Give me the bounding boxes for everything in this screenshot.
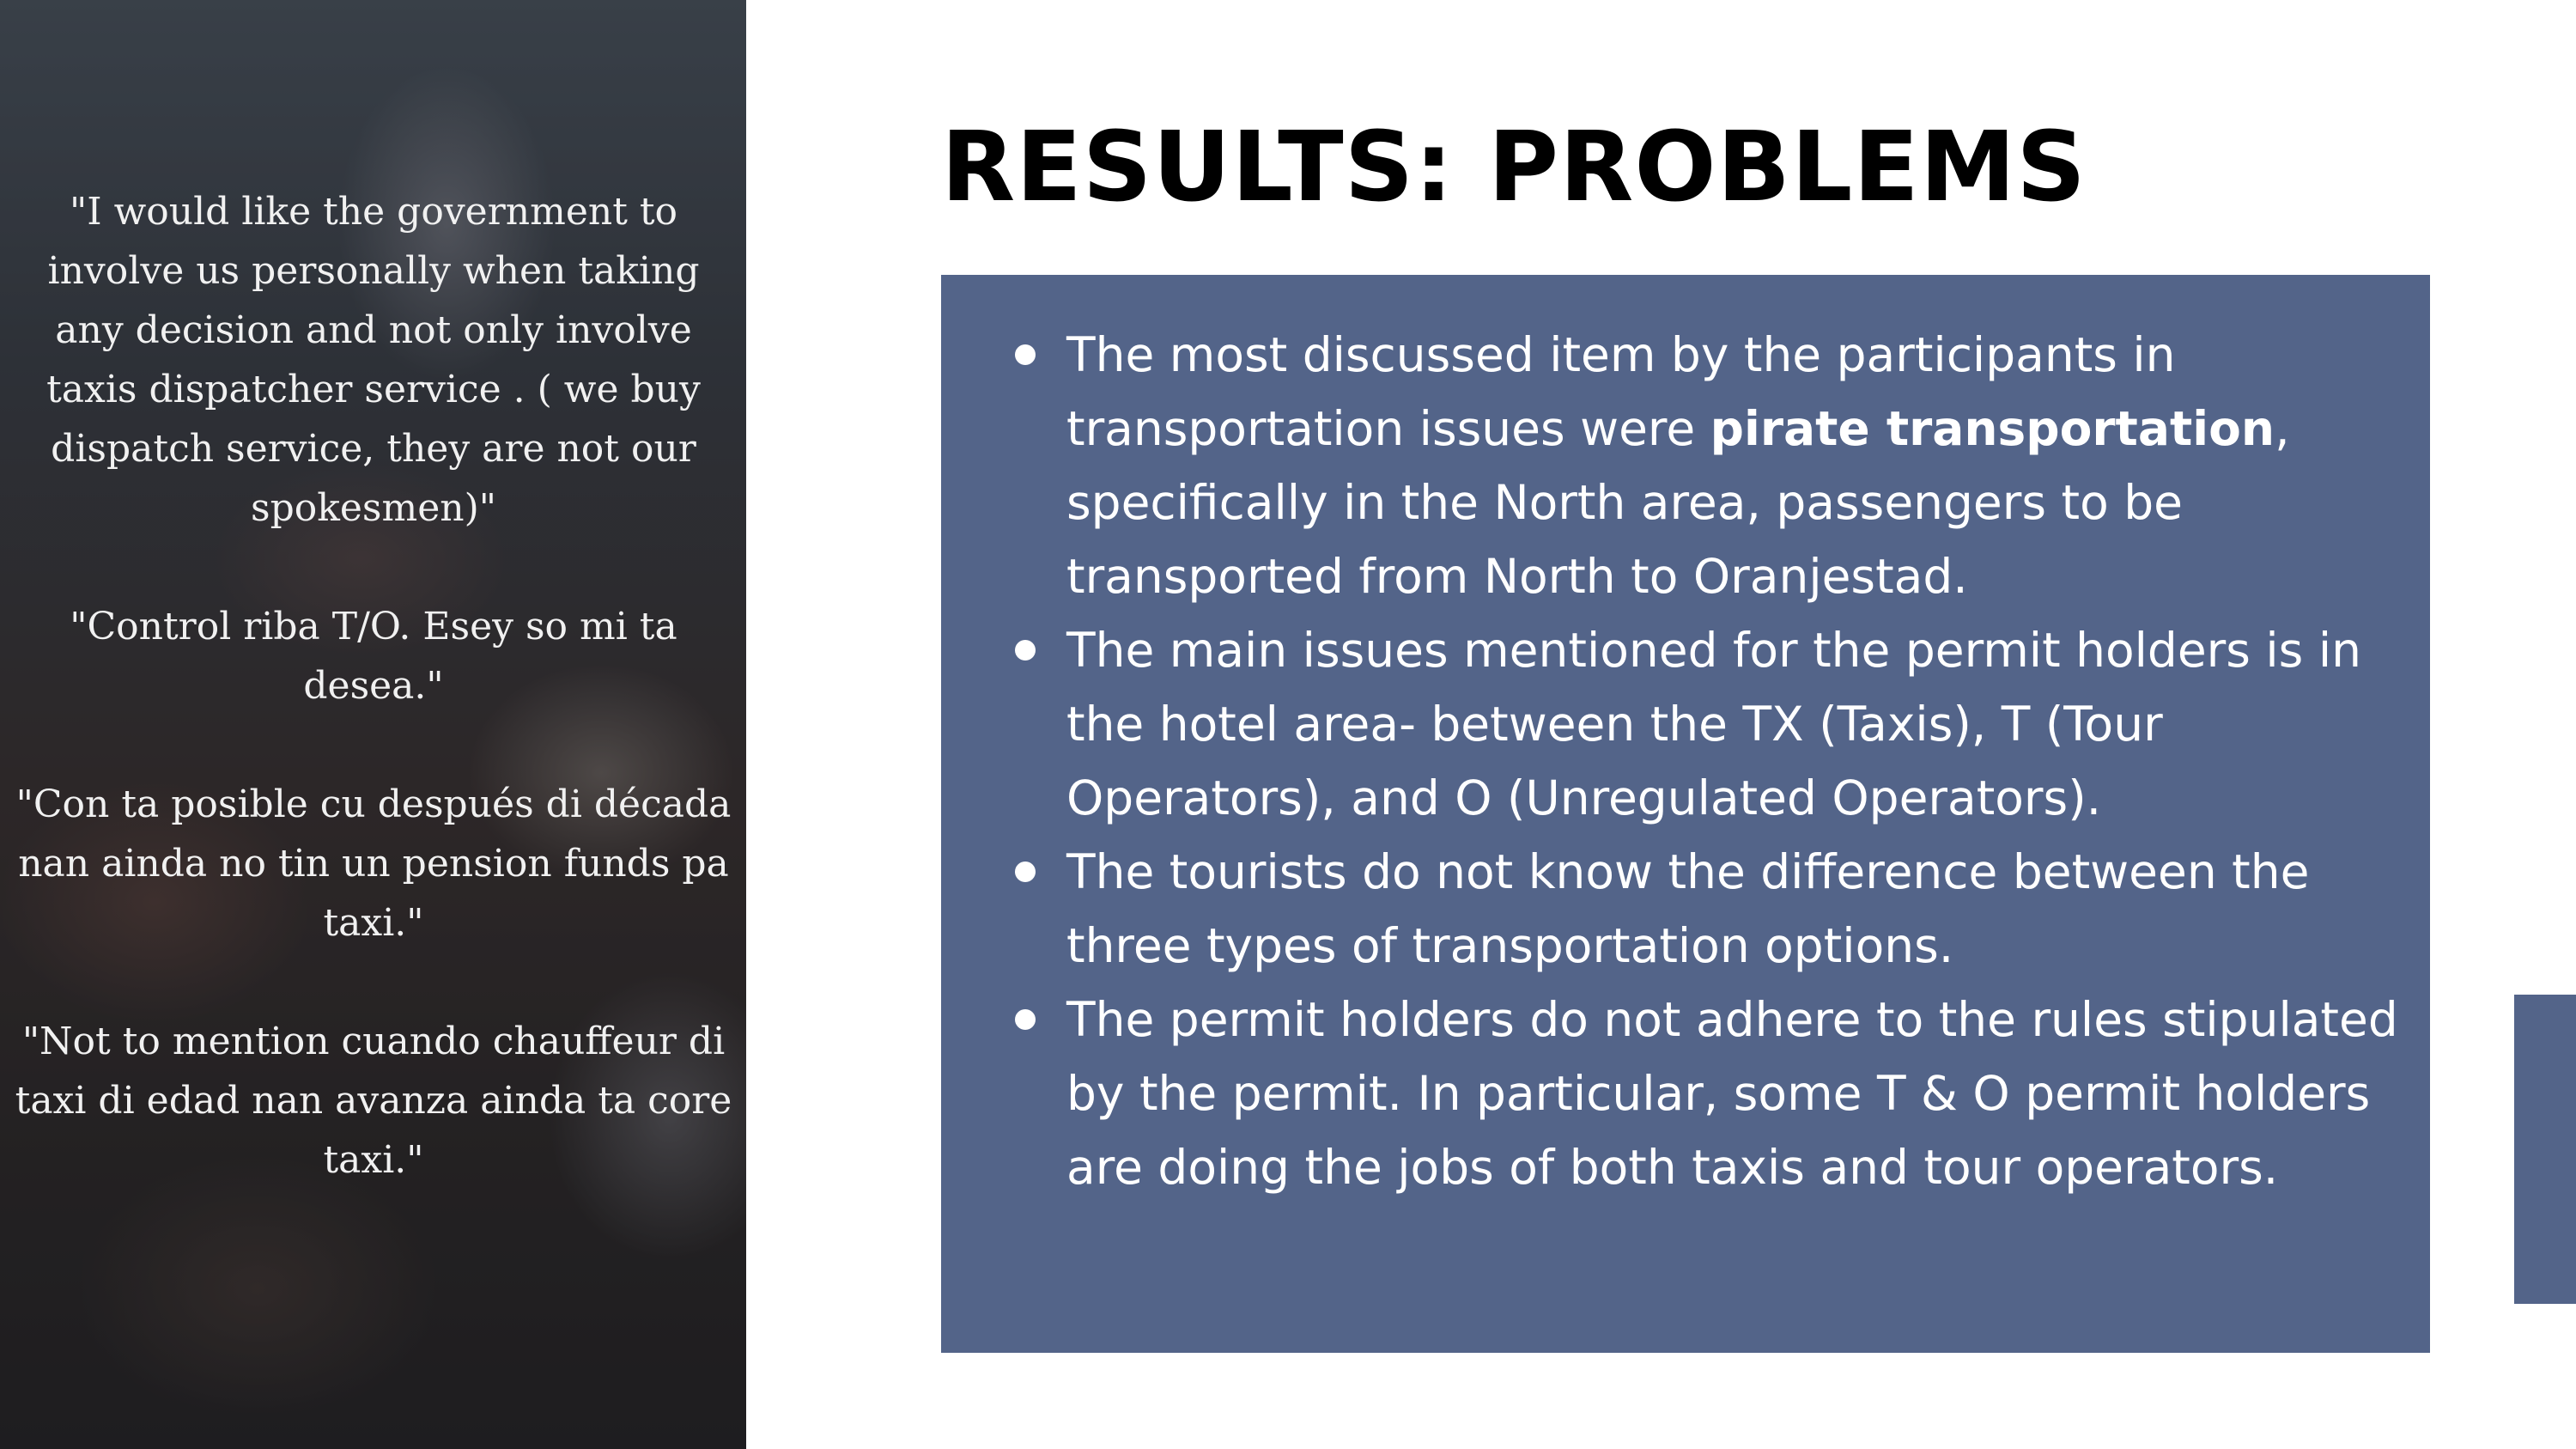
problems-panel [941, 275, 2430, 1353]
list-item [1066, 318, 2406, 613]
list-item [1066, 983, 2406, 1204]
list-item [1066, 613, 2406, 835]
quote-2: "Control riba T/O. Esey so mi ta desea." [70, 605, 677, 708]
slide-title: RESULTS: PROBLEMS [941, 112, 2087, 223]
problems-list [1066, 318, 2406, 1204]
bullet-1-bold-text: pirate transportation [1710, 401, 2275, 456]
background-photo [0, 0, 746, 1449]
quote-3: "Con ta posible cu después di década nan ainda no tin un pension funds pa taxi." [15, 782, 732, 945]
bullet-2-text: The main issues mentioned for the permit holders is in the hotel area- between the TX (Taxis), T (Tour Operators), and O (Unregulated Operators). [1066, 623, 2361, 825]
list-item [1066, 835, 2406, 983]
bullet-icon [1015, 344, 1036, 365]
quote-1: "I would like the government to involve us personally when taking any decision and not only involve taxis dispatcher service . ( we buy dispatch service, they are not our spokesmen)" [46, 190, 701, 530]
bullet-4-text: The permit holders do not adhere to the rules stipulated by the permit. In particular, some T & O permit holders are doing the jobs of both taxis and tour operators. [1066, 992, 2398, 1195]
bullet-3-text: The tourists do not know the difference between the three types of transportation options. [1066, 844, 2310, 973]
bullet-icon [1015, 861, 1036, 882]
side-accent-tab [2514, 995, 2576, 1304]
quote-4: "Not to mention cuando chauffeur di taxi di edad nan avanza ainda ta core taxi." [15, 1020, 732, 1182]
bullet-icon [1015, 1009, 1036, 1030]
quotes-column [9, 182, 738, 1249]
bullet-icon [1015, 640, 1036, 661]
bullet-1-text-end: , specifically in the North area, passengers to be transported from North to Oranjestad. [1066, 401, 2290, 604]
bullet-1-text-start: The most discussed item by the participants in transportation issues were [1066, 327, 2176, 456]
